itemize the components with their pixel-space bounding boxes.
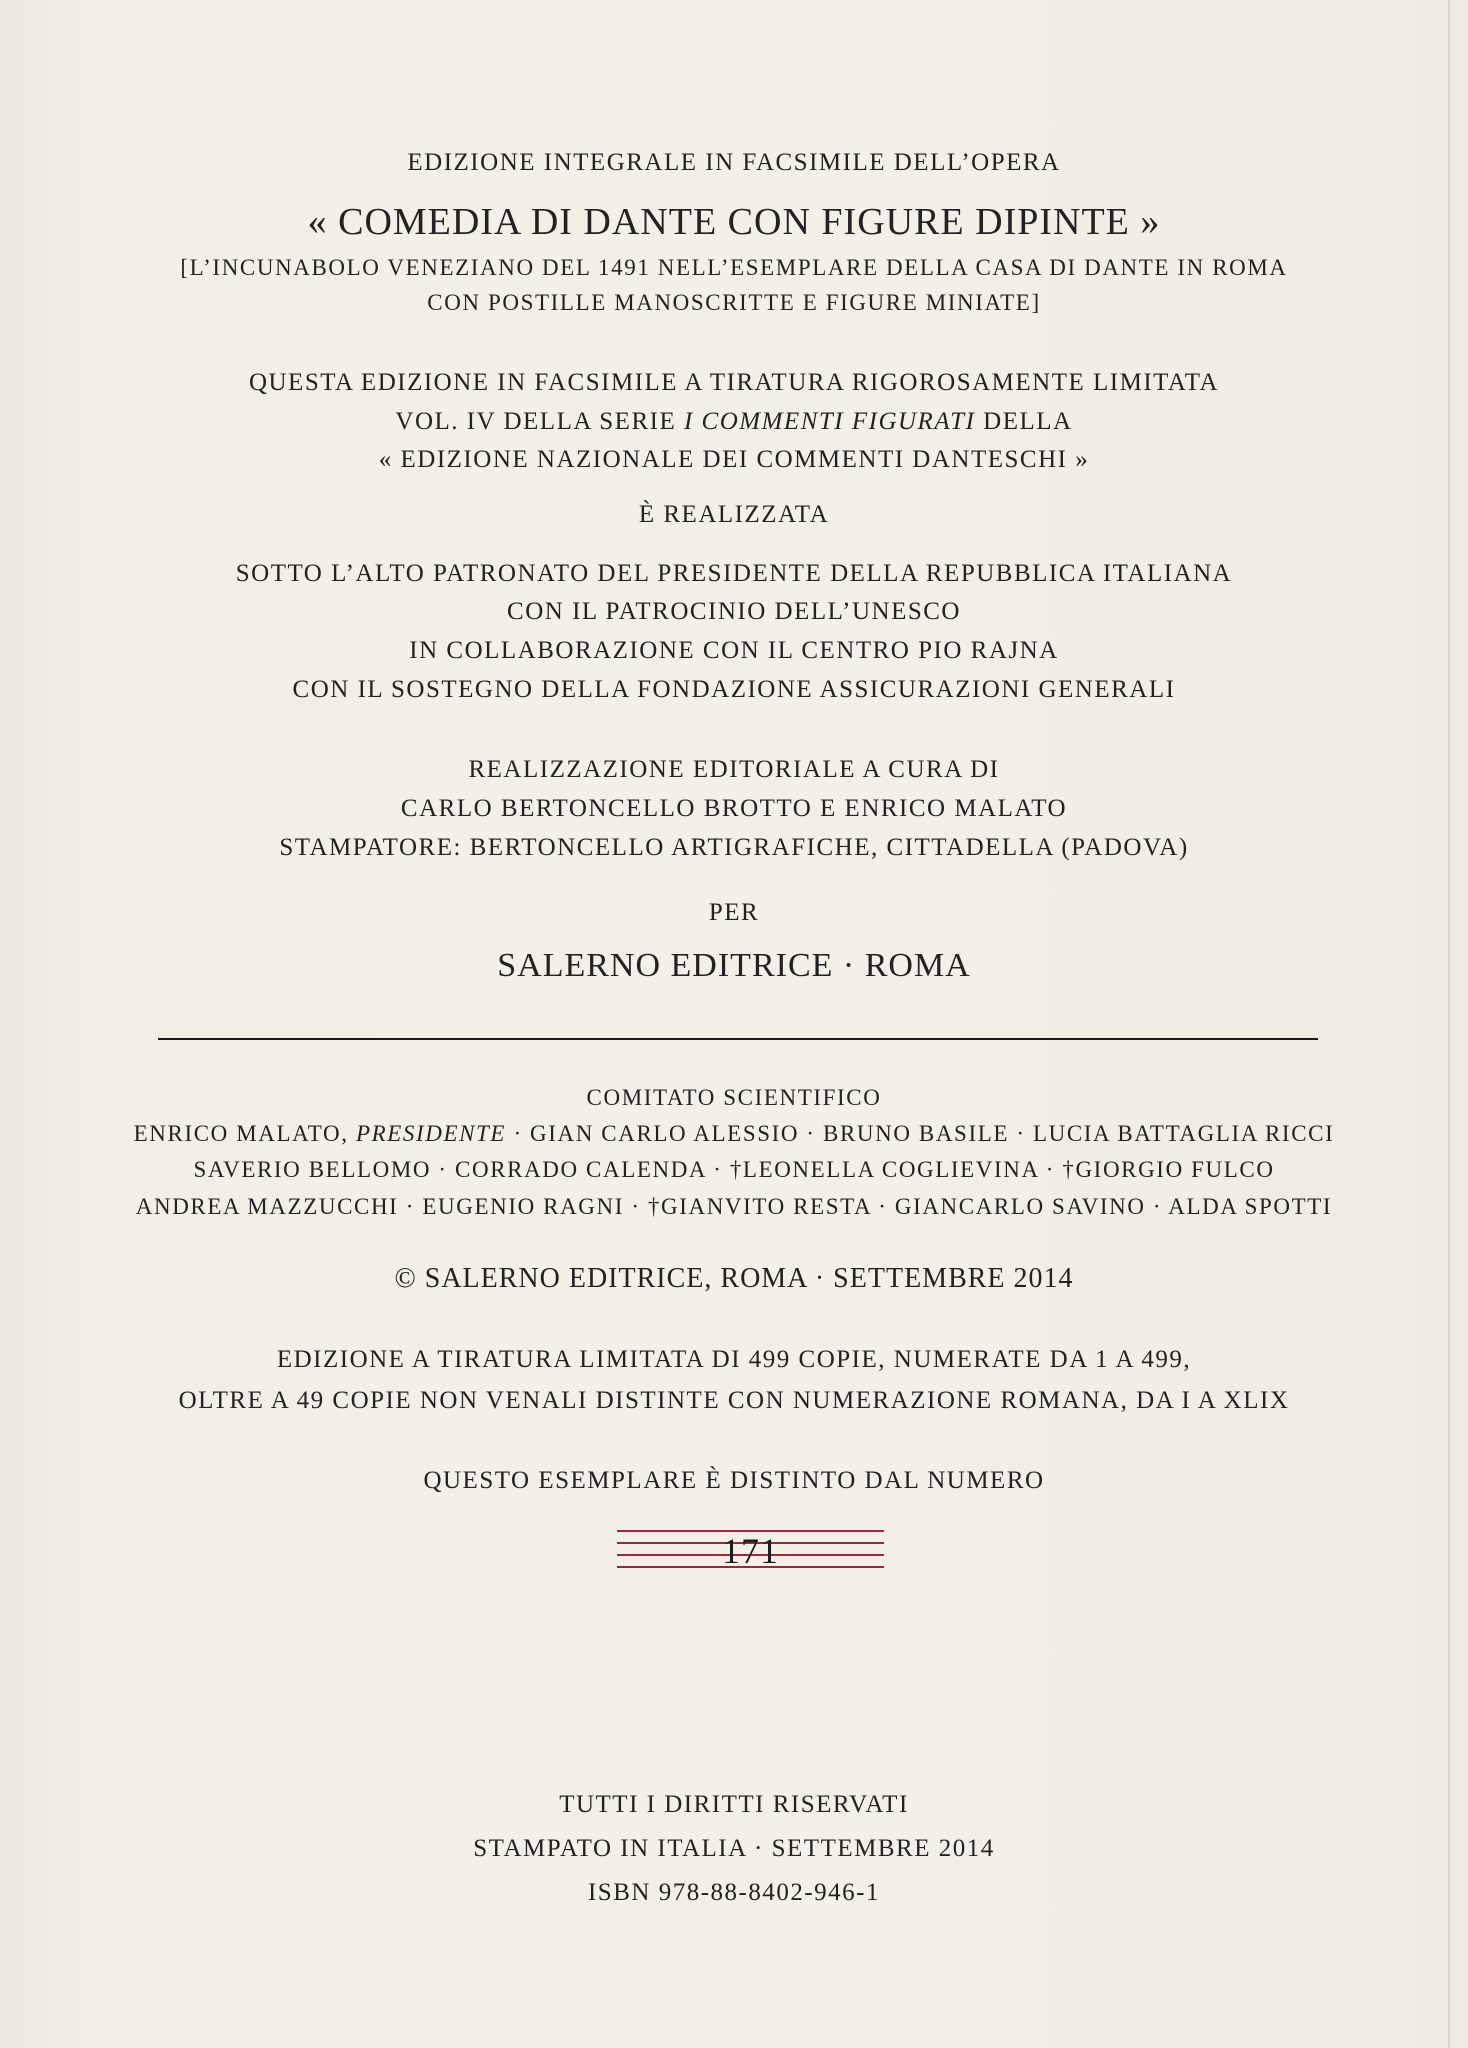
per-line: PER bbox=[708, 899, 760, 926]
copyright-line: © SALERNO EDITRICE, ROMA · SETTEMBRE 2014 bbox=[394, 1263, 1074, 1294]
incunable-note-line2: CON POSTILLE MANOSCRITTE E FIGURE MINIATE] bbox=[427, 290, 1041, 315]
limited-edition-line1: EDIZIONE A TIRATURA LIMITATA DI 499 COPIE, NUMERATE DA 1 A 499, bbox=[276, 1346, 1192, 1373]
committee-president-role: PRESIDENTE bbox=[355, 1121, 507, 1146]
editorial-line: REALIZZAZIONE EDITORIALE A CURA DI bbox=[468, 756, 1000, 783]
committee-row3: ANDREA MAZZUCCHI · EUGENIO RAGNI · †GIANVITO RESTA · GIANCARLO SAVINO · ALDA SPOTTI bbox=[135, 1194, 1333, 1219]
patronage-line: CON IL PATROCINIO DELL’UNESCO bbox=[507, 598, 961, 625]
limited-edition-line2: OLTRE A 49 COPIE NON VENALI DISTINTE CON NUMERAZIONE ROMANA, DA I A XLIX bbox=[178, 1387, 1290, 1414]
committee-row1-post: · GIAN CARLO ALESSIO · BRUNO BASILE · LUCIA BATTAGLIA RICCI bbox=[506, 1121, 1335, 1146]
series-line3: « EDIZIONE NAZIONALE DEI COMMENTI DANTESCHI » bbox=[378, 446, 1090, 473]
copy-number-label: QUESTO ESEMPLARE È DISTINTO DAL NUMERO bbox=[423, 1467, 1045, 1494]
series-line2-post: DELLA bbox=[975, 408, 1073, 435]
rights-line: TUTTI I DIRITTI RISERVATI bbox=[559, 1791, 909, 1818]
realized-line: È REALIZZATA bbox=[638, 501, 830, 528]
printer-line: STAMPATORE: BERTONCELLO ARTIGRAFICHE, CITTADELLA (PADOVA) bbox=[279, 834, 1189, 861]
isbn-line: ISBN 978-88-8402-946-1 bbox=[587, 1879, 880, 1906]
divider-rule bbox=[158, 1038, 1318, 1040]
committee-row1-pre: ENRICO MALATO, bbox=[133, 1121, 356, 1146]
incunable-note-line1: [L’INCUNABOLO VENEZIANO DEL 1491 NELL’ESEMPLARE DELLA CASA DI DANTE IN ROMA bbox=[180, 255, 1288, 280]
committee-heading: COMITATO SCIENTIFICO bbox=[586, 1085, 882, 1110]
series-line2 bbox=[0, 405, 1468, 439]
patronage-line: IN COLLABORAZIONE CON IL CENTRO PIO RAJNA bbox=[409, 637, 1059, 664]
series-line2-pre: VOL. IV DELLA SERIE bbox=[395, 408, 684, 435]
printed-line: STAMPATO IN ITALIA · SETTEMBRE 2014 bbox=[473, 1835, 995, 1862]
committee-row2: SAVERIO BELLOMO · CORRADO CALENDA · †LEONELLA COGLIEVINA · †GIORGIO FULCO bbox=[193, 1157, 1275, 1182]
editorial-line: CARLO BERTONCELLO BROTTO E ENRICO MALATO bbox=[400, 795, 1068, 822]
committee-row1 bbox=[0, 1118, 1468, 1150]
series-line1: QUESTA EDIZIONE IN FACSIMILE A TIRATURA RIGOROSAMENTE LIMITATA bbox=[248, 369, 1220, 396]
copy-number-box bbox=[617, 1526, 884, 1576]
patronage-line: CON IL SOSTEGNO DELLA FONDAZIONE ASSICURAZIONI GENERALI bbox=[292, 676, 1176, 703]
series-name: I COMMENTI FIGURATI bbox=[683, 408, 976, 435]
copy-number: 171 bbox=[722, 1531, 779, 1571]
header-line: EDIZIONE INTEGRALE IN FACSIMILE DELL’OPERA bbox=[407, 149, 1061, 176]
work-title: « COMEDIA DI DANTE CON FIGURE DIPINTE » bbox=[307, 201, 1161, 243]
publisher-name: SALERNO EDITRICE · ROMA bbox=[497, 947, 971, 984]
patronage-line: SOTTO L’ALTO PATRONATO DEL PRESIDENTE DELLA REPUBBLICA ITALIANA bbox=[235, 560, 1233, 587]
